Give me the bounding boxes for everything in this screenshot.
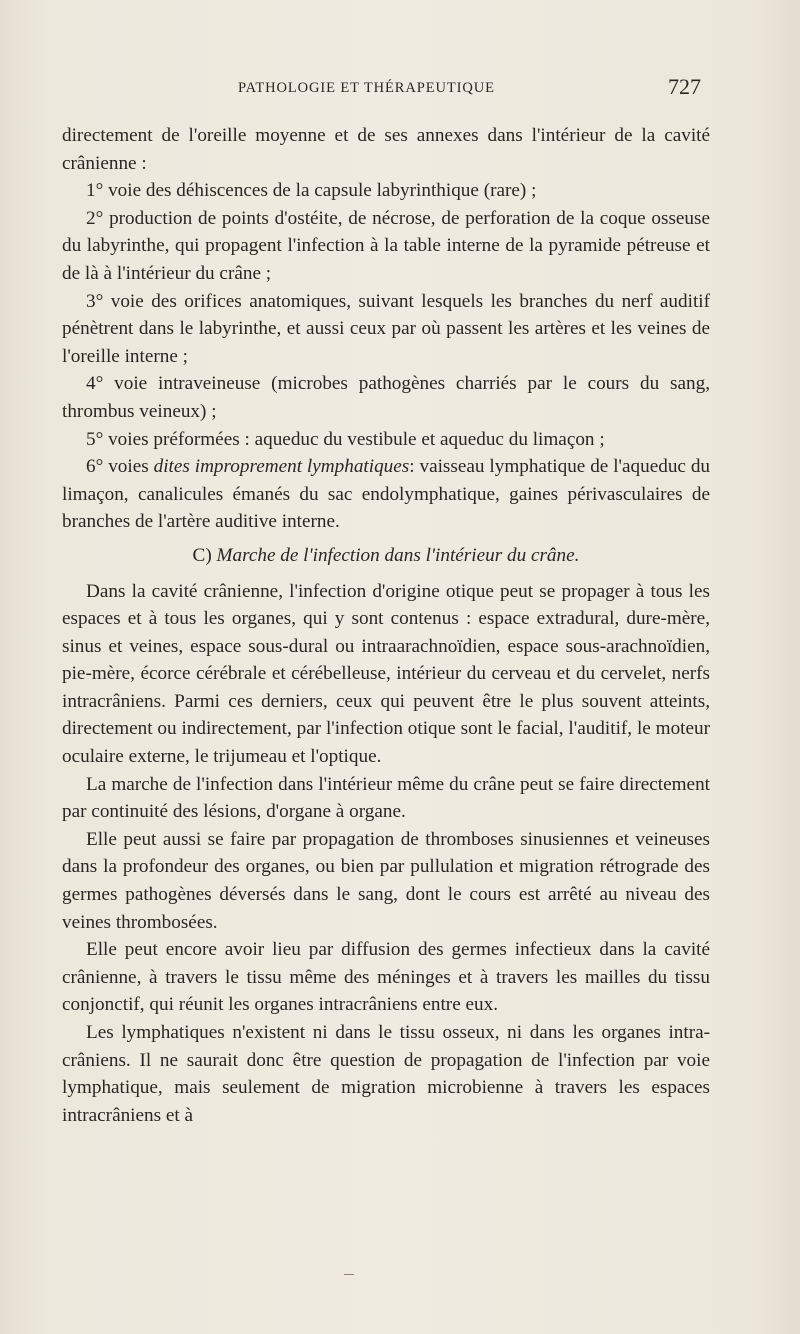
paragraph-5: Les lymphatiques n'existent ni dans le tissu osseux, ni dans les organes intra-crâniens. Il ne saurait donc être question de propagation de l'infection par voie lymphatique, mais seulement de migration microbienne à travers les espaces intracrâniens et à [62,1022,710,1126]
item-text: voie des orifices anatomiques, suivant lesquels les branches du nerf auditif pénètrent dans le labyrinthe, et aussi ceux par où passent les artères et les veines de l'oreille interne ; [62,290,711,367]
item-number: 3° [86,290,104,312]
paragraph-3: Elle peut aussi se faire par propagation de thromboses sinusiennes et veineuses dans la profondeur des organes, ou bien par pullulation et migration rétrograde des germes pathogènes déversés dans le sang, dont le cours est arrêté au niveau des veines thrombosées. [62,828,710,933]
list-item-5 [62,426,710,454]
item-number: 6° [86,456,104,478]
paragraph-1: Dans la cavité crânienne, l'infection d'origine otique peut se propager à tous les espaces et à tous les organes, qui y sont contenus : espace extradural, dure-mère, sinus et veines, espace sous-dural ou intraarachnoïdien, espace sous-arachnoïdien, pie-mère, écorce cérébrale et cérébelleuse, intérieur du cerveau et du cervelet, nerfs intracrâniens. Parmi ces derniers, ceux qui peuvent être le plus souvent atteints, directement ou indirectement, par l'infection otique sont le facial, l'auditif, le moteur oculaire externe, le trijumeau et l'optique. [62,580,710,768]
item-text: voie intraveineuse (microbes pathogènes charriés par le cours du sang, thrombus veineux) ; [62,373,710,422]
running-title: PATHOLOGIE ET THÉRAPEUTIQUE [238,80,495,96]
page-header [0,74,800,104]
list-item-4 [62,370,710,425]
section-letter: C) [192,544,212,566]
item-number: 2° [86,207,104,229]
item-text: voie des déhiscences de la capsule labyrinthique (rare) ; [108,180,537,202]
item-number: 5° [86,428,104,450]
list-item-3 [62,288,710,371]
list-item-6 [62,453,710,536]
item-number: 4° [86,373,104,395]
list-item-1 [62,177,710,205]
paragraph-2: La marche de l'infection dans l'intérieur même du crâne peut se faire directement par continuité des lésions, d'organe à organe. [62,773,710,823]
section-heading [62,542,710,570]
page-body [62,122,710,1129]
list-item-2 [62,205,710,288]
item-text: : vaisseau lymphatique de l'aqueduc du limaçon, canalicules émanés du sac endolymphatique, gaines périvasculaires de branches de l'artère auditive interne. [62,456,711,533]
intro-paragraph: directement de l'oreille moyenne et de ses annexes dans l'intérieur de la cavité crânienne : [62,125,710,174]
item-lead: voies [108,456,149,478]
paragraph-4: Elle peut encore avoir lieu par diffusion des germes infectieux dans la cavité crânienne, à travers le tissu même des méninges et à travers les mailles du tissu conjonctif, qui réunit les organes intracrâniens entre eux. [62,939,710,1016]
item-text: production de points d'ostéite, de nécrose, de perforation de la coque osseuse du labyrinthe, qui propagent l'infection à la table interne de la pyramide pétreuse et de là à l'intérieur du crâne ; [62,207,711,284]
page-number: 727 [668,74,701,99]
section-title: Marche de l'infection dans l'intérieur du crâne. [216,544,580,566]
item-number: 1° [86,180,104,202]
item-italic: dites improprement lymphatiques [153,456,410,478]
printer-mark [344,1274,354,1275]
item-text: voies préformées : aqueduc du vestibule et aqueduc du limaçon ; [108,428,605,450]
